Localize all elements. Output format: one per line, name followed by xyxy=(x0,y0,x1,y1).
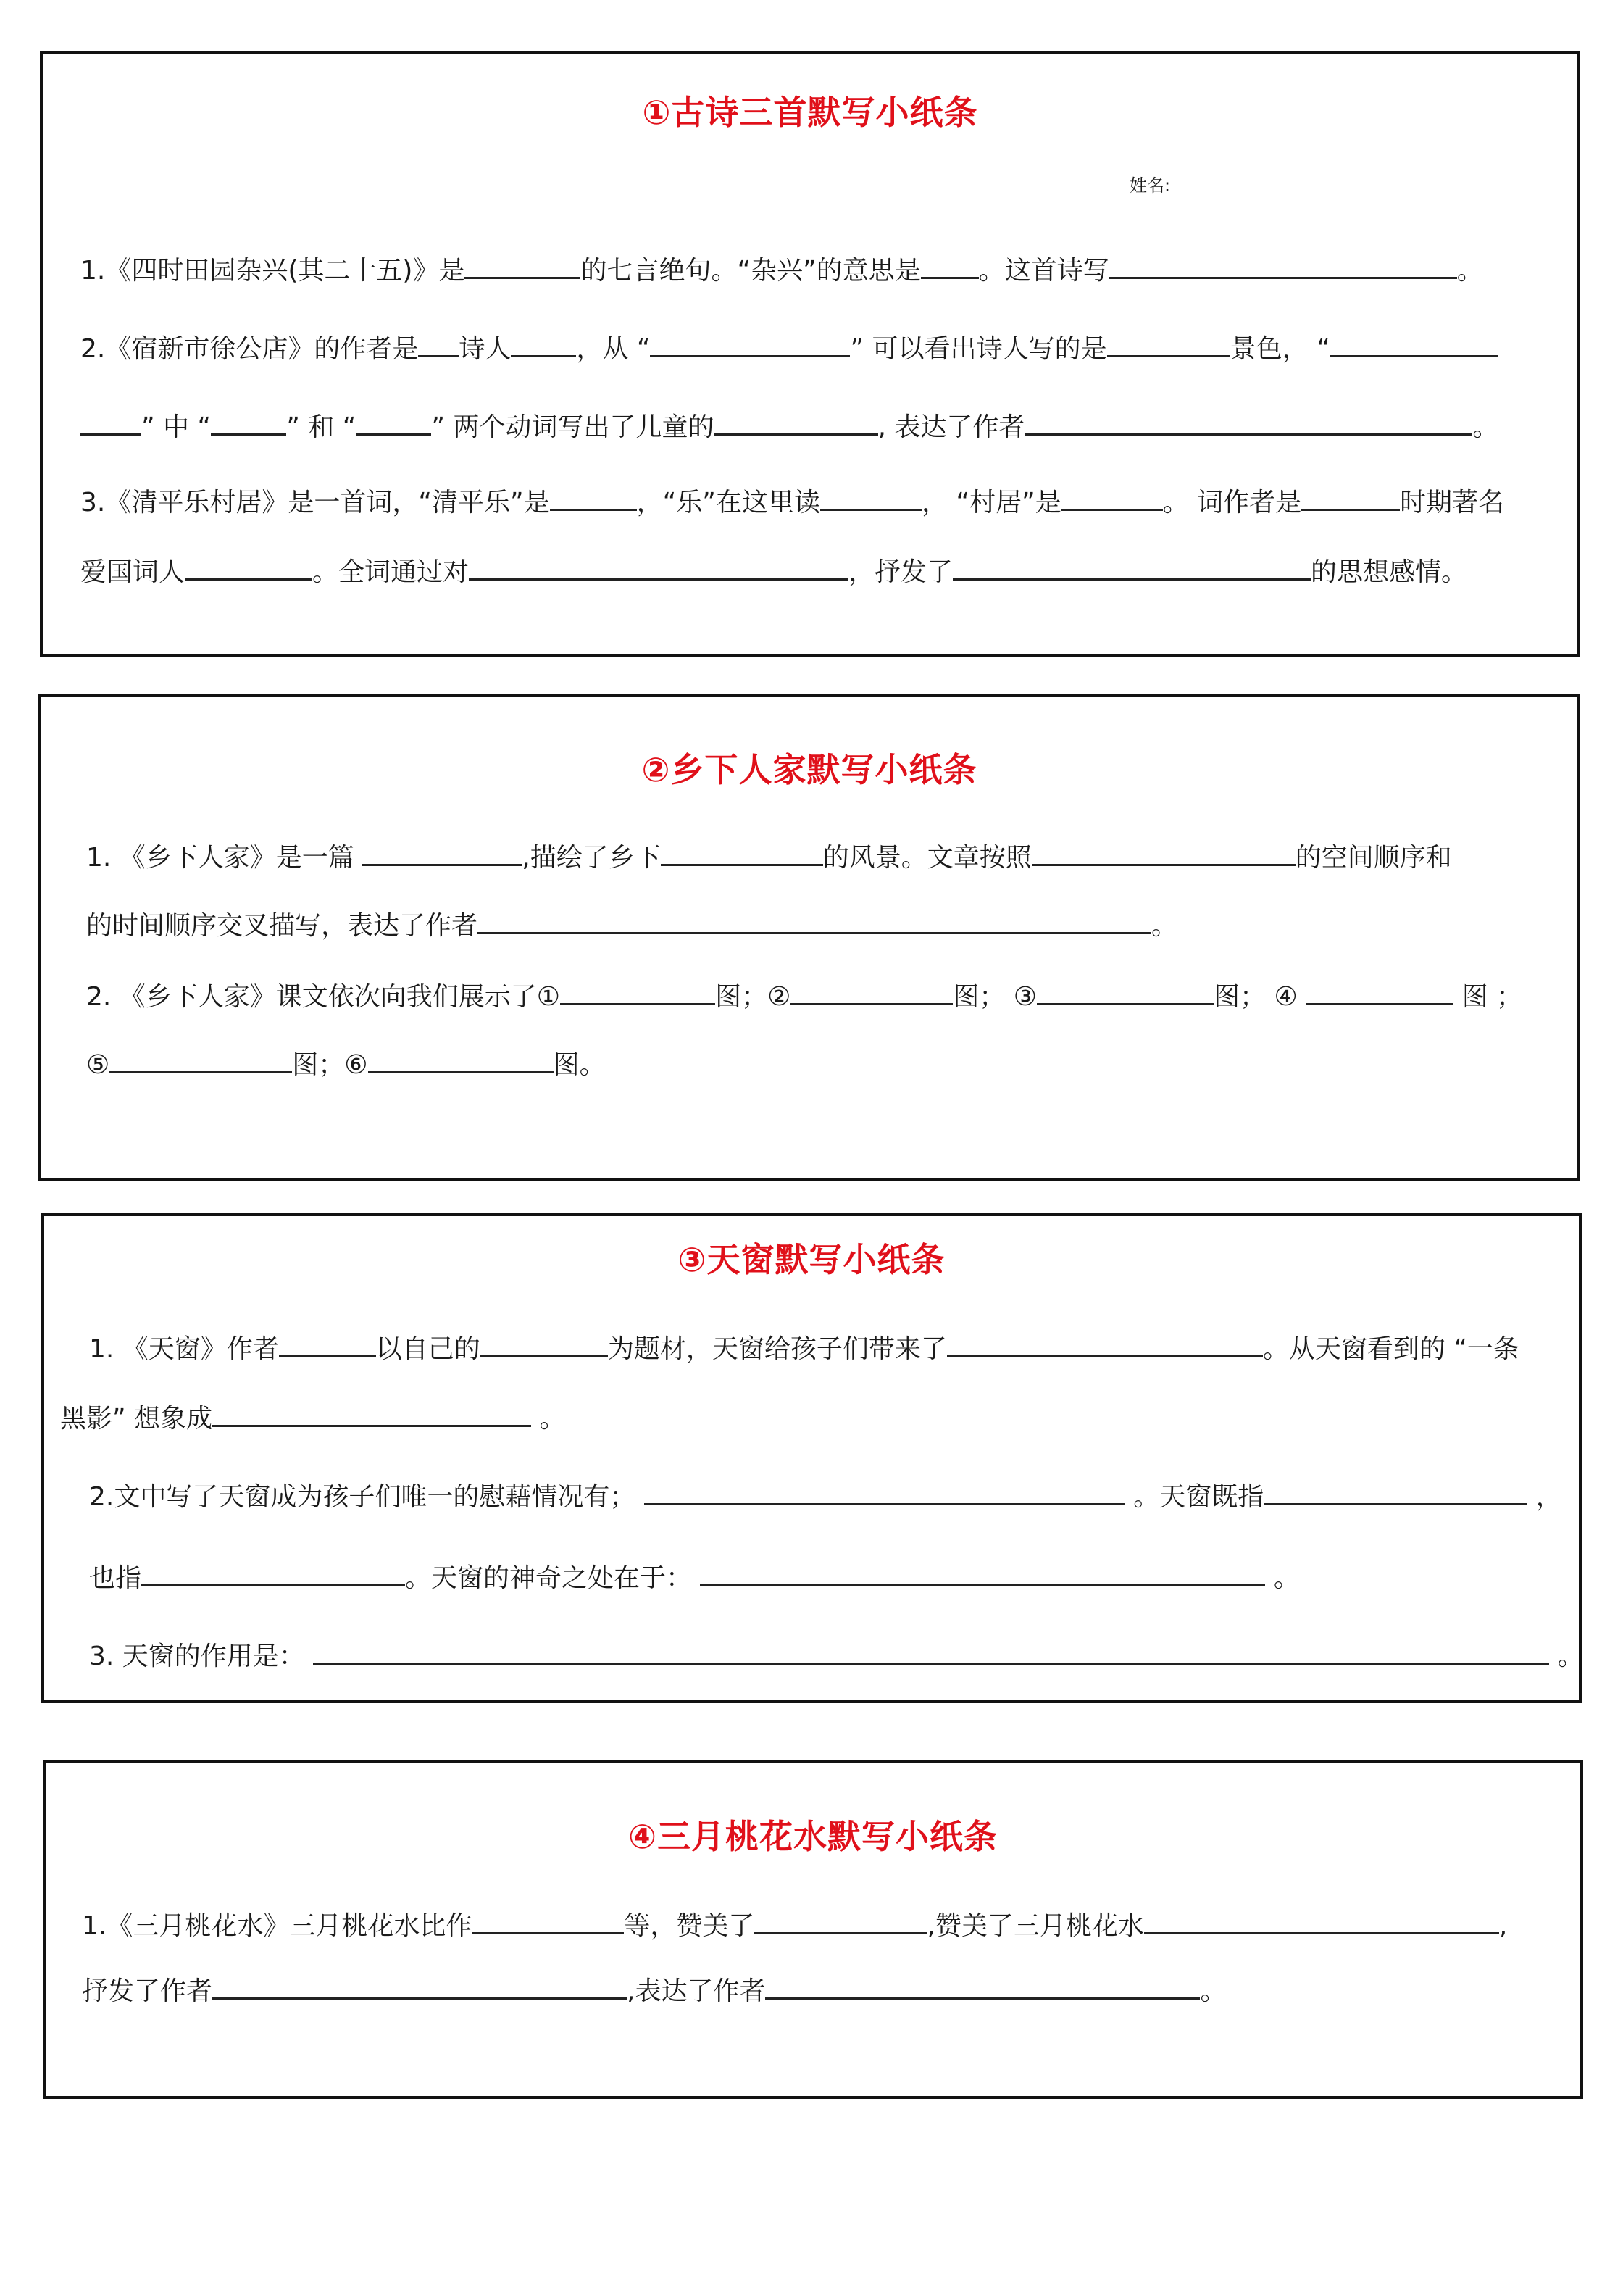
blank-field[interactable] xyxy=(212,1400,531,1427)
blank-field[interactable] xyxy=(661,839,823,866)
blank-field[interactable] xyxy=(185,554,312,581)
blank-field[interactable] xyxy=(464,252,580,279)
blank-field[interactable] xyxy=(1109,252,1457,279)
dictation-card-1 xyxy=(40,51,1580,657)
question-line: 抒发了作者 ,表达了作者 。 xyxy=(82,1973,1226,2009)
blank-field[interactable] xyxy=(1330,330,1498,357)
blank-field[interactable] xyxy=(480,1331,608,1357)
blank-field[interactable] xyxy=(472,1908,624,1934)
question-line: 爱国词人 。全词通过对 ，抒发了 的思想感情。 xyxy=(80,554,1467,590)
blank-field[interactable] xyxy=(477,907,1151,934)
blank-field[interactable] xyxy=(1025,409,1472,436)
question-line: 3. 天窗的作用是： 。 xyxy=(89,1638,1584,1674)
blank-field[interactable] xyxy=(212,1973,627,2000)
blank-field[interactable] xyxy=(1107,330,1230,357)
blank-field[interactable] xyxy=(650,330,850,357)
blank-field[interactable] xyxy=(644,1478,1125,1505)
blank-field[interactable] xyxy=(313,1638,1549,1665)
blank-field[interactable] xyxy=(953,554,1311,581)
question-line: 1.《四时田园杂兴(其二十五)》是 的七言绝句。“杂兴”的意思是 。这首诗写 。 xyxy=(80,252,1483,288)
question-line: ⑤ 图；⑥ 图。 xyxy=(86,1047,606,1083)
dictation-card-2 xyxy=(38,694,1580,1181)
blank-field[interactable] xyxy=(80,409,141,436)
question-line: 2.《宿新市徐公店》的作者是 诗人 ，从 “ ” 可以看出诗人写的是 景色， “ xyxy=(80,330,1498,367)
question-line: 1. 《乡下人家》是一篇 ,描绘了乡下 的风景。文章按照 的空间顺序和 xyxy=(86,839,1452,875)
blank-field[interactable] xyxy=(550,484,637,511)
blank-field[interactable] xyxy=(356,409,431,436)
blank-field[interactable] xyxy=(1037,978,1214,1005)
question-line: 也指 。天窗的神奇之处在于： 。 xyxy=(89,1560,1300,1596)
blank-field[interactable] xyxy=(1264,1478,1527,1505)
blank-field[interactable] xyxy=(362,839,522,866)
question-line: 1. 《天窗》作者 以自己的 为题材，天窗给孩子们带来了 。从天窗看到的 “一条 xyxy=(89,1331,1519,1367)
blank-field[interactable] xyxy=(765,1973,1200,2000)
question-line: 2.文中写了天窗成为孩子们唯一的慰藉情况有； 。天窗既指 ， xyxy=(89,1478,1562,1515)
blank-field[interactable] xyxy=(279,1331,376,1357)
blank-field[interactable] xyxy=(1144,1908,1499,1934)
blank-field[interactable] xyxy=(820,484,922,511)
blank-field[interactable] xyxy=(714,409,878,436)
blank-field[interactable] xyxy=(511,330,576,357)
blank-field[interactable] xyxy=(790,978,953,1005)
blank-field[interactable] xyxy=(921,252,979,279)
question-line: ” 中 “ ” 和 “ ” 两个动词写出了儿童的 , 表达了作者 。 xyxy=(80,409,1498,445)
question-line: 的时间顺序交叉描写，表达了作者 。 xyxy=(86,907,1177,944)
blank-field[interactable] xyxy=(947,1331,1263,1357)
question-line: 2. 《乡下人家》课文依次向我们展示了① 图；② 图； ③ 图； ④ 图 ； xyxy=(86,978,1522,1015)
blank-field[interactable] xyxy=(469,554,848,581)
blank-field[interactable] xyxy=(211,409,286,436)
dictation-card-3 xyxy=(41,1213,1582,1703)
blank-field[interactable] xyxy=(1306,978,1453,1005)
card-title: ③天窗默写小纸条 xyxy=(677,1240,946,1279)
blank-field[interactable] xyxy=(560,978,715,1005)
question-line: 3.《清平乐村居》是一首词，“清平乐”是 ，“乐”在这里读 ， “村居”是 。 词作者是 时期著名 xyxy=(80,484,1504,520)
blank-field[interactable] xyxy=(1061,484,1163,511)
question-line: 1.《三月桃花水》三月桃花水比作 等，赞美了 ,赞美了三月桃花水 , xyxy=(82,1908,1507,1944)
blank-field[interactable] xyxy=(109,1047,292,1073)
blank-field[interactable] xyxy=(1301,484,1400,511)
blank-field[interactable] xyxy=(700,1560,1265,1586)
blank-field[interactable] xyxy=(1032,839,1296,866)
card-title: ②乡下人家默写小纸条 xyxy=(641,750,977,789)
card-title: ④三月桃花水默写小纸条 xyxy=(628,1817,998,1856)
dictation-card-4 xyxy=(43,1760,1583,2099)
card-title: ①古诗三首默写小纸条 xyxy=(642,93,978,132)
blank-field[interactable] xyxy=(141,1560,405,1586)
blank-field[interactable] xyxy=(418,330,459,357)
blank-field[interactable] xyxy=(368,1047,554,1073)
question-line: 黑影” 想象成 。 xyxy=(60,1400,566,1436)
blank-field[interactable] xyxy=(754,1908,927,1934)
name-label: 姓名: xyxy=(1130,175,1171,196)
